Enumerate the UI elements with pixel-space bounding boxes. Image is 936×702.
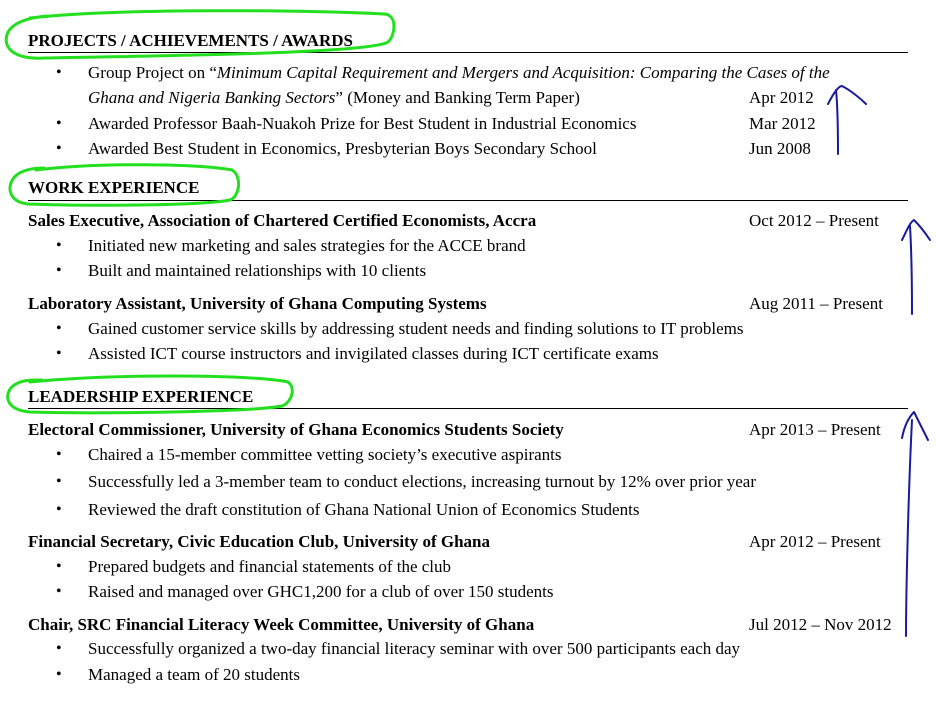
pen-arrow-work [902, 220, 930, 314]
bullet: • [56, 320, 62, 337]
job-bullet: Initiated new marketing and sales strategies for the ACCE brand [88, 236, 526, 255]
section-rule [28, 52, 908, 53]
project-item-2-date: Mar 2012 [749, 114, 816, 133]
bullet: • [56, 583, 62, 600]
bullet: • [56, 140, 62, 157]
project-item-1-line2 [88, 88, 580, 108]
job-bullet: Assisted ICT course instructors and invigilated classes during ICT certificate exams [88, 344, 659, 363]
project-item-1-title-line1: Minimum Capital Requirement and Mergers and Acquisition: Comparing the Cases of the [216, 63, 830, 82]
job-title: Laboratory Assistant, University of Ghana Computing Systems [28, 294, 487, 313]
project-item-2: Awarded Professor Baah-Nuakoh Prize for Best Student in Industrial Economics [88, 114, 637, 133]
project-item-1-date: Apr 2012 [749, 88, 814, 107]
job-date: Aug 2011 – Present [749, 294, 883, 313]
pen-arrow-leadership [902, 412, 928, 636]
role-title: Electoral Commissioner, University of Ghana Economics Students Society [28, 420, 564, 439]
pen-arrow-projects [828, 86, 866, 154]
project-item-1 [88, 63, 830, 83]
role-date: Apr 2013 – Present [749, 420, 881, 439]
role-bullet: Managed a team of 20 students [88, 665, 300, 684]
bullet: • [56, 666, 62, 683]
project-item-3: Awarded Best Student in Economics, Presbyterian Boys Secondary School [88, 139, 597, 158]
bullet: • [56, 115, 62, 132]
role-bullet: Reviewed the draft constitution of Ghana National Union of Economics Students [88, 500, 640, 519]
project-item-1-pre: Group Project on “ [88, 63, 217, 82]
job-date: Oct 2012 – Present [749, 211, 879, 230]
project-item-1-post: ” (Money and Banking Term Paper) [335, 88, 580, 107]
section-title-projects: PROJECTS / ACHIEVEMENTS / AWARDS [28, 31, 353, 50]
section-title-leadership: LEADERSHIP EXPERIENCE [28, 387, 254, 406]
bullet: • [56, 345, 62, 362]
bullet: • [56, 64, 62, 81]
role-bullet: Successfully organized a two-day financial literacy seminar with over 500 participants each day [88, 639, 741, 658]
job-bullet: Gained customer service skills by addressing student needs and finding solutions to IT problems [88, 319, 744, 338]
role-title: Financial Secretary, Civic Education Club, University of Ghana [28, 532, 491, 551]
job-bullet: Built and maintained relationships with 10 clients [88, 261, 427, 280]
project-item-1-title-line2: Ghana and Nigeria Banking Sectors [88, 88, 336, 107]
role-title: Chair, SRC Financial Literacy Week Committee, University of Ghana [28, 615, 535, 634]
role-bullet: Successfully led a 3-member team to conduct elections, increasing turnout by 12% over prior year [88, 472, 756, 491]
bullet: • [56, 558, 62, 575]
bullet: • [56, 262, 62, 279]
job-title: Sales Executive, Association of Chartered Certified Economists, Accra [28, 211, 537, 230]
project-item-3-date: Jun 2008 [749, 139, 811, 158]
section-title-work: WORK EXPERIENCE [28, 178, 200, 197]
role-bullet: Raised and managed over GHC1,200 for a club of over 150 students [88, 582, 554, 601]
section-rule [28, 408, 908, 409]
bullet: • [56, 640, 62, 657]
role-bullet: Prepared budgets and financial statements of the club [88, 557, 452, 576]
bullet: • [56, 473, 62, 490]
role-date: Apr 2012 – Present [749, 532, 881, 551]
section-rule [28, 200, 908, 201]
role-bullet: Chaired a 15-member committee vetting society’s executive aspirants [88, 445, 562, 464]
bullet: • [56, 237, 62, 254]
bullet: • [56, 501, 62, 518]
role-date: Jul 2012 – Nov 2012 [749, 615, 892, 634]
bullet: • [56, 446, 62, 463]
